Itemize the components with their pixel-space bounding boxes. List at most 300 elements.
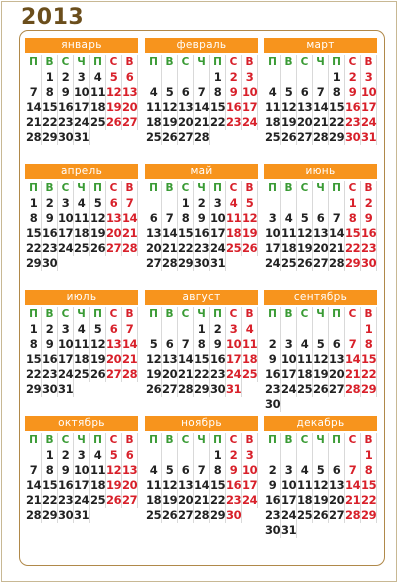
weekday-label: В (162, 307, 178, 322)
empty-cell (178, 448, 194, 463)
weekday-label: С (226, 181, 242, 196)
day-cell: 1 (345, 196, 361, 211)
day-cell: 6 (162, 337, 178, 352)
day-cell: 27 (329, 382, 345, 396)
weekday-label: С (297, 433, 313, 448)
day-cell: 22 (194, 367, 210, 381)
month-header: май (145, 164, 258, 179)
day-cell: 30 (265, 397, 281, 411)
day-cell: 13 (162, 352, 178, 366)
day-cell: 9 (42, 211, 58, 226)
day-cell: 5 (313, 337, 329, 352)
day-cell: 6 (329, 463, 345, 478)
weekday-label: С (178, 181, 194, 196)
day-cell: 11 (146, 478, 162, 492)
day-cell: 31 (74, 130, 90, 144)
day-cell: 5 (297, 211, 313, 226)
day-cell: 20 (178, 115, 194, 129)
day-cell: 12 (162, 478, 178, 492)
day-cell: 22 (42, 493, 58, 507)
day-cell: 11 (226, 211, 242, 225)
day-cell: 20 (106, 352, 122, 366)
day-cell: 2 (58, 448, 74, 463)
day-cell: 28 (194, 508, 210, 522)
weekday-label: П (329, 181, 345, 196)
day-cell: 17 (74, 100, 90, 114)
day-cell: 22 (361, 493, 377, 507)
day-cell: 26 (106, 493, 122, 507)
day-cell: 12 (297, 226, 313, 240)
day-cell: 13 (313, 226, 329, 240)
day-cell: 15 (361, 478, 377, 492)
day-cell: 23 (265, 508, 281, 522)
day-cell: 27 (122, 493, 138, 507)
day-cell: 1 (361, 322, 377, 337)
day-cell: 4 (226, 196, 242, 211)
weekday-label: Ч (194, 433, 210, 448)
day-cell: 14 (194, 100, 210, 114)
day-cell: 1 (42, 70, 58, 85)
day-cell: 11 (242, 337, 258, 351)
day-cell: 8 (345, 211, 361, 226)
day-cell: 1 (178, 196, 194, 211)
day-cell: 21 (162, 241, 178, 255)
weekday-label: Ч (194, 181, 210, 196)
weekday-label: П (210, 55, 226, 70)
day-cell: 27 (297, 130, 313, 144)
weekday-label: П (265, 307, 281, 322)
day-cell: 16 (58, 478, 74, 492)
day-cell: 28 (313, 130, 329, 144)
day-cell: 18 (90, 100, 106, 114)
day-cell: 9 (226, 85, 242, 100)
calendar-card (19, 30, 385, 566)
day-cell: 7 (122, 196, 138, 211)
month-header: август (145, 290, 258, 305)
day-cell: 3 (226, 322, 242, 337)
weekday-label: В (42, 181, 58, 196)
day-cell: 30 (42, 256, 58, 270)
weekday-label: В (42, 307, 58, 322)
weekday-label: С (297, 55, 313, 70)
empty-cell (313, 196, 329, 211)
day-cell: 2 (42, 196, 58, 211)
day-cell: 4 (281, 211, 297, 226)
day-cell: 22 (210, 493, 226, 507)
empty-cell (162, 448, 178, 463)
day-cell: 29 (178, 256, 194, 270)
empty-cell (345, 448, 361, 463)
weekday-label: С (178, 307, 194, 322)
day-cell: 22 (210, 115, 226, 129)
day-cell: 3 (74, 70, 90, 85)
day-cell: 3 (265, 211, 281, 226)
empty-cell (146, 70, 162, 85)
day-cell: 10 (361, 85, 377, 99)
day-cell: 7 (329, 211, 345, 226)
day-cell: 9 (42, 337, 58, 352)
day-cell: 27 (178, 130, 194, 144)
month-header: сентябрь (264, 290, 377, 305)
day-cell: 14 (345, 478, 361, 492)
day-cell: 14 (345, 352, 361, 366)
day-cell: 26 (90, 367, 106, 381)
day-cell: 26 (162, 130, 178, 144)
empty-cell (146, 196, 162, 211)
day-cell: 4 (74, 196, 90, 211)
day-cell: 23 (42, 241, 58, 255)
weekday-label: П (26, 433, 42, 448)
day-cell: 22 (361, 367, 377, 381)
weekday-label: С (178, 55, 194, 70)
day-cell: 20 (329, 493, 345, 507)
day-cell: 16 (194, 226, 210, 240)
day-cell: 2 (361, 196, 377, 211)
day-cell: 28 (345, 382, 361, 396)
day-cell: 19 (106, 100, 122, 114)
day-cell: 18 (297, 493, 313, 507)
day-cell: 17 (281, 367, 297, 381)
weekday-label: В (42, 433, 58, 448)
weekday-label: С (58, 433, 74, 448)
weekday-label: В (122, 181, 138, 196)
weekday-label: С (58, 307, 74, 322)
day-cell: 4 (242, 322, 258, 337)
day-cell: 16 (345, 100, 361, 114)
day-cell: 29 (42, 130, 58, 144)
day-cell: 26 (297, 256, 313, 270)
day-cell: 28 (122, 241, 138, 255)
weekday-label: П (265, 433, 281, 448)
day-cell: 7 (26, 85, 42, 100)
day-cell: 3 (361, 70, 377, 85)
weekday-label: В (281, 55, 297, 70)
day-cell: 2 (194, 196, 210, 211)
day-cell: 22 (345, 241, 361, 255)
day-cell: 31 (210, 256, 226, 270)
weekday-label: С (106, 55, 122, 70)
day-cell: 20 (122, 478, 138, 492)
day-cell: 19 (281, 115, 297, 129)
day-cell: 14 (194, 478, 210, 492)
month-grid (265, 307, 377, 412)
day-cell: 13 (178, 478, 194, 492)
day-cell: 9 (265, 352, 281, 367)
day-cell: 8 (210, 463, 226, 478)
day-cell: 22 (329, 115, 345, 129)
weekday-label: Ч (313, 181, 329, 196)
empty-cell (329, 448, 345, 463)
empty-cell (297, 448, 313, 463)
day-cell: 4 (90, 448, 106, 463)
day-cell: 1 (329, 70, 345, 85)
day-cell: 10 (265, 226, 281, 240)
day-cell: 27 (106, 241, 122, 255)
day-cell: 16 (265, 493, 281, 507)
day-cell: 9 (265, 478, 281, 493)
day-cell: 25 (297, 508, 313, 522)
day-cell: 10 (242, 85, 258, 99)
weekday-label: П (90, 181, 106, 196)
day-cell: 13 (122, 85, 138, 99)
day-cell: 1 (42, 448, 58, 463)
day-cell: 25 (297, 382, 313, 396)
month-8 (145, 290, 258, 397)
day-cell: 17 (58, 352, 74, 366)
empty-cell (329, 322, 345, 337)
day-cell: 14 (329, 226, 345, 240)
day-cell: 8 (194, 337, 210, 352)
day-cell: 7 (122, 322, 138, 337)
empty-cell (313, 448, 329, 463)
month-1 (25, 38, 138, 145)
day-cell: 23 (194, 241, 210, 255)
day-cell: 17 (242, 478, 258, 492)
day-cell: 13 (329, 352, 345, 366)
weekday-label: Ч (313, 307, 329, 322)
day-cell: 14 (122, 211, 138, 225)
day-cell: 28 (162, 256, 178, 270)
day-cell: 20 (297, 115, 313, 129)
day-cell: 4 (297, 463, 313, 478)
month-12 (264, 416, 377, 538)
day-cell: 4 (90, 70, 106, 85)
day-cell: 18 (146, 493, 162, 507)
day-cell: 17 (242, 100, 258, 114)
day-cell: 24 (226, 367, 242, 381)
day-cell: 19 (90, 352, 106, 366)
day-cell: 24 (242, 115, 258, 129)
empty-cell (297, 322, 313, 337)
weekday-label: С (226, 307, 242, 322)
day-cell: 23 (265, 382, 281, 396)
month-header: март (264, 38, 377, 53)
day-cell: 22 (42, 115, 58, 129)
day-cell: 3 (58, 322, 74, 337)
day-cell: 10 (242, 463, 258, 477)
day-cell: 16 (58, 100, 74, 114)
day-cell: 15 (210, 478, 226, 492)
day-cell: 19 (242, 226, 258, 240)
day-cell: 15 (42, 100, 58, 114)
day-cell: 22 (178, 241, 194, 255)
weekday-label: С (106, 307, 122, 322)
weekday-label: П (26, 307, 42, 322)
empty-cell (265, 322, 281, 337)
weekday-label: С (58, 181, 74, 196)
weekday-label: Ч (194, 55, 210, 70)
day-cell: 15 (42, 478, 58, 492)
day-cell: 9 (210, 337, 226, 352)
day-cell: 27 (106, 367, 122, 381)
day-cell: 26 (162, 508, 178, 522)
day-cell: 20 (106, 226, 122, 240)
day-cell: 9 (58, 85, 74, 100)
month-grid (146, 55, 258, 145)
day-cell: 15 (178, 226, 194, 240)
day-cell: 7 (26, 463, 42, 478)
weekday-label: В (162, 181, 178, 196)
day-cell: 21 (345, 367, 361, 381)
day-cell: 27 (313, 256, 329, 270)
day-cell: 18 (297, 367, 313, 381)
weekday-label: В (162, 55, 178, 70)
weekday-label: П (329, 55, 345, 70)
day-cell: 14 (26, 100, 42, 114)
empty-cell (281, 196, 297, 211)
month-grid (26, 55, 138, 145)
day-cell: 12 (162, 100, 178, 114)
day-cell: 21 (26, 115, 42, 129)
empty-cell (265, 448, 281, 463)
day-cell: 21 (345, 493, 361, 507)
day-cell: 2 (226, 448, 242, 463)
day-cell: 12 (106, 85, 122, 99)
weekday-label: Ч (74, 55, 90, 70)
day-cell: 26 (313, 382, 329, 396)
day-cell: 8 (329, 85, 345, 100)
day-cell: 26 (146, 382, 162, 396)
day-cell: 16 (42, 352, 58, 366)
weekday-label: П (26, 181, 42, 196)
day-cell: 30 (361, 256, 377, 270)
day-cell: 10 (226, 337, 242, 351)
day-cell: 19 (162, 115, 178, 129)
day-cell: 22 (26, 367, 42, 381)
day-cell: 21 (122, 226, 138, 240)
empty-cell (178, 322, 194, 337)
day-cell: 15 (210, 100, 226, 114)
day-cell: 18 (226, 226, 242, 240)
day-cell: 23 (58, 115, 74, 129)
day-cell: 28 (26, 508, 42, 522)
day-cell: 13 (122, 463, 138, 477)
day-cell: 6 (122, 70, 138, 85)
day-cell: 6 (106, 322, 122, 337)
day-cell: 17 (281, 493, 297, 507)
day-cell: 28 (329, 256, 345, 270)
weekday-label: П (265, 55, 281, 70)
day-cell: 16 (265, 367, 281, 381)
month-grid (26, 181, 138, 271)
day-cell: 11 (90, 85, 106, 99)
day-cell: 24 (74, 115, 90, 129)
day-cell: 6 (297, 85, 313, 100)
day-cell: 18 (90, 478, 106, 492)
month-grid (26, 433, 138, 523)
day-cell: 23 (42, 367, 58, 381)
empty-cell (194, 448, 210, 463)
day-cell: 9 (361, 211, 377, 226)
month-header: декабрь (264, 416, 377, 431)
day-cell: 9 (226, 463, 242, 478)
day-cell: 18 (146, 115, 162, 129)
empty-cell (178, 70, 194, 85)
day-cell: 16 (226, 478, 242, 492)
empty-cell (297, 70, 313, 85)
day-cell: 29 (329, 130, 345, 144)
day-cell: 25 (242, 367, 258, 381)
day-cell: 31 (361, 130, 377, 144)
day-cell: 12 (242, 211, 258, 225)
day-cell: 27 (122, 115, 138, 129)
day-cell: 1 (26, 196, 42, 211)
day-cell: 24 (210, 241, 226, 255)
weekday-label: П (329, 307, 345, 322)
day-cell: 20 (146, 241, 162, 255)
day-cell: 2 (345, 70, 361, 85)
day-cell: 4 (146, 463, 162, 478)
day-cell: 10 (281, 478, 297, 492)
day-cell: 22 (26, 241, 42, 255)
day-cell: 7 (178, 337, 194, 352)
weekday-label: П (210, 433, 226, 448)
weekday-label: В (361, 433, 377, 448)
empty-cell (297, 196, 313, 211)
day-cell: 17 (74, 478, 90, 492)
day-cell: 18 (242, 352, 258, 366)
day-cell: 19 (297, 241, 313, 255)
weekday-label: С (297, 181, 313, 196)
day-cell: 26 (281, 130, 297, 144)
day-cell: 25 (146, 130, 162, 144)
day-cell: 24 (58, 241, 74, 255)
day-cell: 10 (58, 211, 74, 225)
day-cell: 8 (361, 337, 377, 352)
day-cell: 23 (345, 115, 361, 129)
day-cell: 1 (26, 322, 42, 337)
day-cell: 1 (361, 448, 377, 463)
day-cell: 6 (106, 196, 122, 211)
day-cell: 29 (210, 508, 226, 522)
weekday-label: С (345, 433, 361, 448)
empty-cell (162, 322, 178, 337)
day-cell: 13 (329, 478, 345, 492)
day-cell: 27 (329, 508, 345, 522)
day-cell: 19 (146, 367, 162, 381)
weekday-label: В (281, 433, 297, 448)
day-cell: 11 (281, 226, 297, 240)
day-cell: 15 (194, 352, 210, 366)
day-cell: 10 (58, 337, 74, 351)
weekday-label: П (265, 181, 281, 196)
day-cell: 13 (297, 100, 313, 114)
month-header: январь (25, 38, 138, 53)
day-cell: 16 (42, 226, 58, 240)
day-cell: 12 (313, 352, 329, 366)
weekday-label: П (90, 55, 106, 70)
day-cell: 14 (313, 100, 329, 114)
month-header: июнь (264, 164, 377, 179)
day-cell: 31 (226, 382, 242, 396)
empty-cell (146, 322, 162, 337)
day-cell: 6 (313, 211, 329, 226)
weekday-label: Ч (74, 181, 90, 196)
day-cell: 4 (297, 337, 313, 352)
day-cell: 30 (194, 256, 210, 270)
empty-cell (162, 70, 178, 85)
weekday-label: П (146, 307, 162, 322)
weekday-label: С (345, 55, 361, 70)
day-cell: 11 (297, 478, 313, 492)
day-cell: 9 (194, 211, 210, 226)
month-header: февраль (145, 38, 258, 53)
day-cell: 21 (313, 115, 329, 129)
day-cell: 7 (194, 463, 210, 478)
day-cell: 12 (146, 352, 162, 366)
day-cell: 20 (162, 367, 178, 381)
year-title: 2013 (21, 5, 85, 30)
